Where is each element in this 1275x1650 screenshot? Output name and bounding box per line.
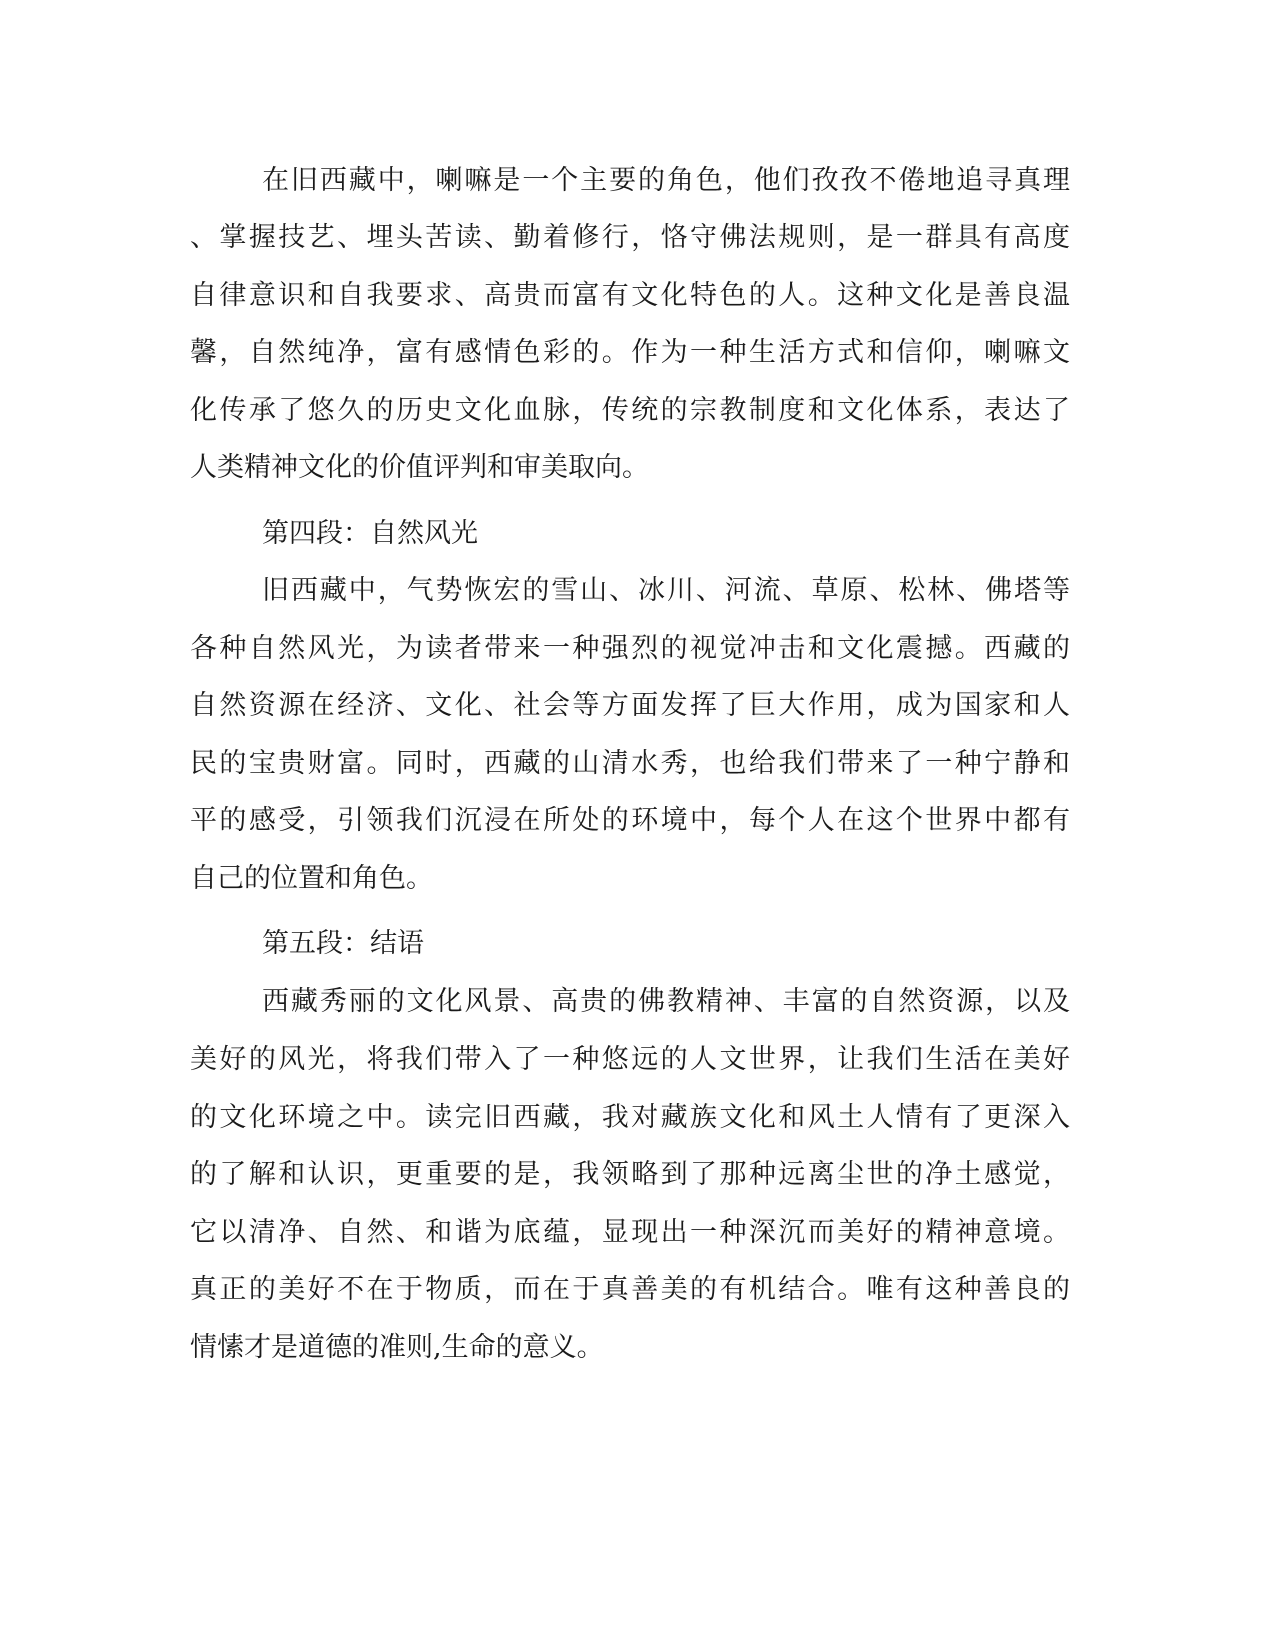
text-line: 自然资源在经济、文化、社会等方面发挥了巨大作用，成为国家和人 [190, 690, 1070, 721]
text-line: 美好的风光，将我们带入了一种悠远的人文世界，让我们生活在美好 [190, 1044, 1070, 1075]
text-line: 在旧西藏中，喇嘛是一个主要的角色，他们孜孜不倦地追寻真理 [262, 165, 1070, 196]
text-line: 馨，自然纯净，富有感情色彩的。作为一种生活方式和信仰，喇嘛文 [190, 337, 1070, 368]
section-heading-nature: 第四段：自然风光 [262, 518, 478, 549]
text-line: 民的宝贵财富。同时，西藏的山清水秀，也给我们带来了一种宁静和 [190, 748, 1070, 779]
text-line: 自律意识和自我要求、高贵而富有文化特色的人。这种文化是善良温 [190, 280, 1070, 311]
text-line: 化传承了悠久的历史文化血脉，传统的宗教制度和文化体系，表达了 [190, 395, 1070, 426]
text-line: 的了解和认识，更重要的是，我领略到了那种远离尘世的净土感觉， [190, 1159, 1070, 1190]
section-heading-conclusion: 第五段：结语 [262, 928, 424, 959]
text-line: 的文化环境之中。读完旧西藏，我对藏族文化和风土人情有了更深入 [190, 1102, 1070, 1133]
text-line: 自己的位置和角色。 [190, 863, 433, 894]
text-line: 它以清净、自然、和谐为底蕴，显现出一种深沉而美好的精神意境。 [190, 1217, 1070, 1248]
text-line: 人类精神文化的价值评判和审美取向。 [190, 452, 649, 483]
text-line: 各种自然风光，为读者带来一种强烈的视觉冲击和文化震撼。西藏的 [190, 633, 1070, 664]
text-line: 、掌握技艺、埋头苦读、勤着修行，恪守佛法规则，是一群具有高度 [190, 222, 1070, 253]
text-line: 旧西藏中，气势恢宏的雪山、冰川、河流、草原、松林、佛塔等 [262, 575, 1070, 606]
text-line: 真正的美好不在于物质，而在于真善美的有机结合。唯有这种善良的 [190, 1274, 1070, 1305]
text-line: 平的感受，引领我们沉浸在所处的环境中，每个人在这个世界中都有 [190, 805, 1070, 836]
text-line: 情愫才是道德的准则,生命的意义。 [190, 1332, 604, 1363]
text-line: 西藏秀丽的文化风景、高贵的佛教精神、丰富的自然资源，以及 [262, 986, 1070, 1017]
